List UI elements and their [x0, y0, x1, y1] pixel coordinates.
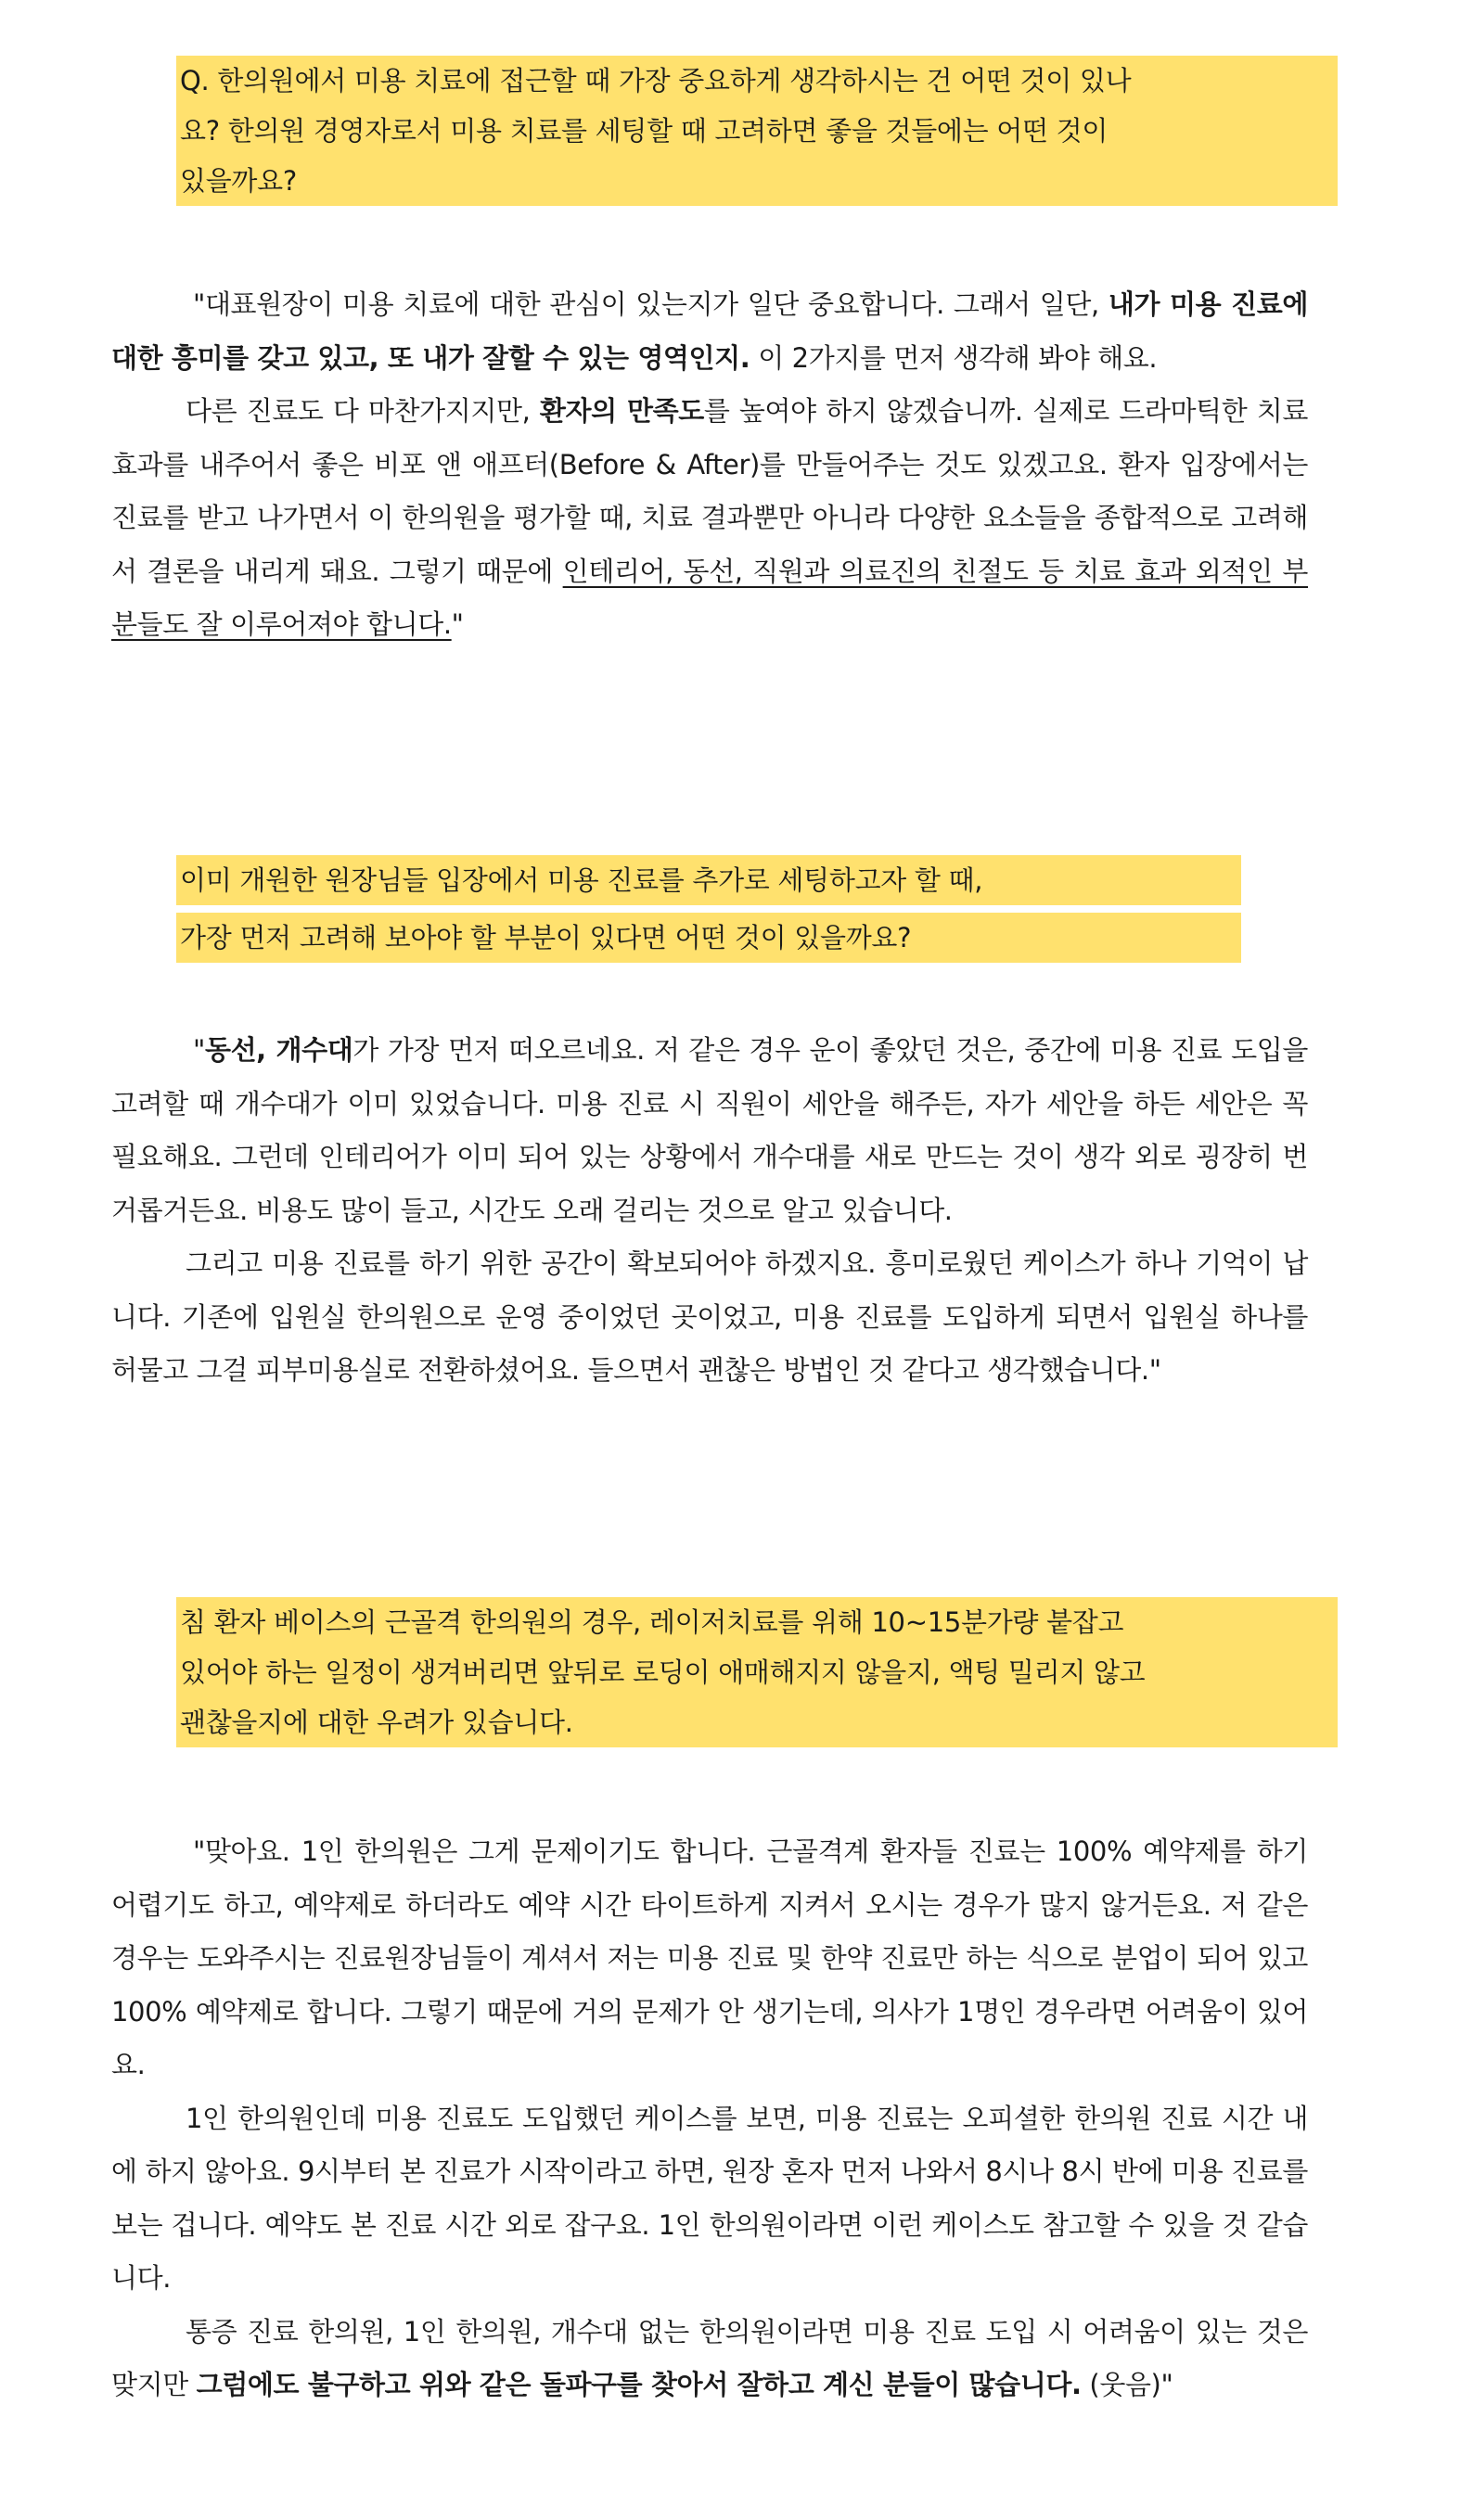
answer-1-p2-underline: 인테리어, 동선, 직원과 의료진의 친절도 등 치료 효과 외적인 부분들도 잘 이루어져야 합니다.	[111, 555, 1308, 640]
question-1-line-1: Q. 한의원에서 미용 치료에 접근할 때 가장 중요하게 생각하시는 건 어떤 것이 있나	[176, 56, 1338, 106]
answer-2	[111, 1024, 1308, 1398]
answer-3-paragraph-2: 1인 한의원인데 미용 진료도 도입했던 케이스를 보면, 미용 진료는 오피셜한 한의원 진료 시간 내에 하지 않아요. 9시부터 본 진료가 시작이라고 하면, 원장 혼자 먼저 나와서 8시나 8시 반에 미용 진료를 보는 겁니다. 예약도 본 진료 시간 외로 잡구요. 1인 한의원이라면 이런 케이스도 참고할 수 있을 것 같습니다.	[111, 2102, 1308, 2294]
question-2-line-2: 가장 먼저 고려해 보아야 할 부분이 있다면 어떤 것이 있을까요?	[176, 913, 1241, 963]
answer-3-paragraph-3	[111, 2306, 1308, 2412]
answer-3-p3-text-a: 통증 진료 한의원, 1인 한의원, 개수대 없는 한의원이라면 미용 진료 도입 시 어려움이 있는 것은 맞지만	[111, 2315, 1308, 2400]
question-1-line-2: 요? 한의원 경영자로서 미용 치료를 세팅할 때 고려하면 좋을 것들에는 어떤 것이	[176, 106, 1338, 156]
answer-2-p1-text: 가 가장 먼저 떠오르네요. 저 같은 경우 운이 좋았던 것은, 중간에 미용 진료 도입을 고려할 때 개수대가 이미 있었습니다. 미용 진료 시 직원이 세안을 해주든, 자가 세안을 하든 세안은 꼭 필요해요. 그런데 인테리어가 이미 되어 있는 상황에서 개수대를 새로 만드는 것이 생각 외로 굉장히 번거롭거든요. 비용도 많이 들고, 시간도 오래 걸리는 것으로 알고 있습니다.	[111, 1034, 1308, 1226]
question-2-line-1: 이미 개원한 원장님들 입장에서 미용 진료를 추가로 세팅하고자 할 때,	[176, 855, 1241, 905]
answer-1-p1-bold: 내가 미용 진료에 대한 흥미를 갖고 있고, 또 내가 잘할 수 있는 영역인지.	[111, 288, 1308, 374]
answer-1-paragraph-1	[111, 278, 1308, 385]
question-3-line-3: 괜찮을지에 대한 우려가 있습니다.	[176, 1697, 1338, 1747]
answer-3	[111, 1825, 1308, 2412]
answer-1	[111, 278, 1308, 652]
question-3-line-2: 있어야 하는 일정이 생겨버리면 앞뒤로 로딩이 애매해지지 않을지, 액팅 밀리지 않고	[176, 1647, 1338, 1697]
answer-1-paragraph-2	[111, 385, 1308, 652]
answer-1-p1-text-a: "대표원장이 미용 치료에 대한 관심이 있는지가 일단 중요합니다. 그래서 일단,	[193, 288, 1109, 320]
answer-2-paragraph-2: 그리고 미용 진료를 하기 위한 공간이 확보되어야 하겠지요. 흥미로웠던 케이스가 하나 기억이 납니다. 기존에 입원실 한의원으로 운영 중이었던 곳이었고, 미용 진료를 도입하게 되면서 입원실 하나를 허물고 그걸 피부미용실로 전환하셨어요. 들으면서 괜찮은 방법인 것 같다고 생각했습니다."	[111, 1247, 1308, 1386]
question-3-line-1: 침 환자 베이스의 근골격 한의원의 경우, 레이저치료를 위해 10~15분가량 붙잡고	[176, 1597, 1338, 1647]
answer-1-p1-text-c: 이 2가지를 먼저 생각해 봐야 해요.	[750, 341, 1158, 374]
answer-2-paragraph-1	[111, 1024, 1308, 1237]
question-1-line-3: 있을까요?	[176, 156, 1338, 206]
answer-2-p1-quote: "	[193, 1034, 205, 1066]
answer-3-p3-text-c: (웃음)"	[1081, 2369, 1173, 2400]
answer-3-p3-bold: 그럼에도 불구하고 위와 같은 돌파구를 찾아서 잘하고 계신 분들이 많습니다.	[196, 2369, 1082, 2400]
answer-3-paragraph-1: "맞아요. 1인 한의원은 그게 문제이기도 합니다. 근골격계 환자들 진료는 100% 예약제를 하기 어렵기도 하고, 예약제로 하더라도 예약 시간 타이트하게 지켜서 오시는 경우가 많지 않거든요. 저 같은 경우는 도와주시는 진료원장님들이 계셔서 저는 미용 진료 및 한약 진료만 하는 식으로 분업이 되어 있고 100% 예약제로 합니다. 그렇기 때문에 거의 문제가 안 생기는데, 의사가 1명인 경우라면 어려움이 있어요.	[111, 1836, 1308, 2080]
answer-2-p1-bold: 동선, 개수대	[204, 1034, 353, 1066]
answer-1-p2-text-c: 를 높여야 하지 않겠습니까. 실제로 드라마틱한 치료 효과를 내주어서 좋은 비포 앤 애프터(Before & After)를 만들어주는 것도 있겠고요. 환자 입장에서는 진료를 받고 나가면서 이 한의원을 평가할 때, 치료 결과뿐만 아니라 다양한 요소들을 종합적으로 고려해서 결론을 내리게 돼요. 그렇기 때문에	[111, 395, 1309, 587]
answer-1-p2-bold: 환자의 만족도	[539, 395, 704, 427]
answer-1-p2-text-a: 다른 진료도 다 마찬가지지만,	[186, 395, 540, 427]
answer-1-p2-text-e: "	[451, 608, 464, 640]
